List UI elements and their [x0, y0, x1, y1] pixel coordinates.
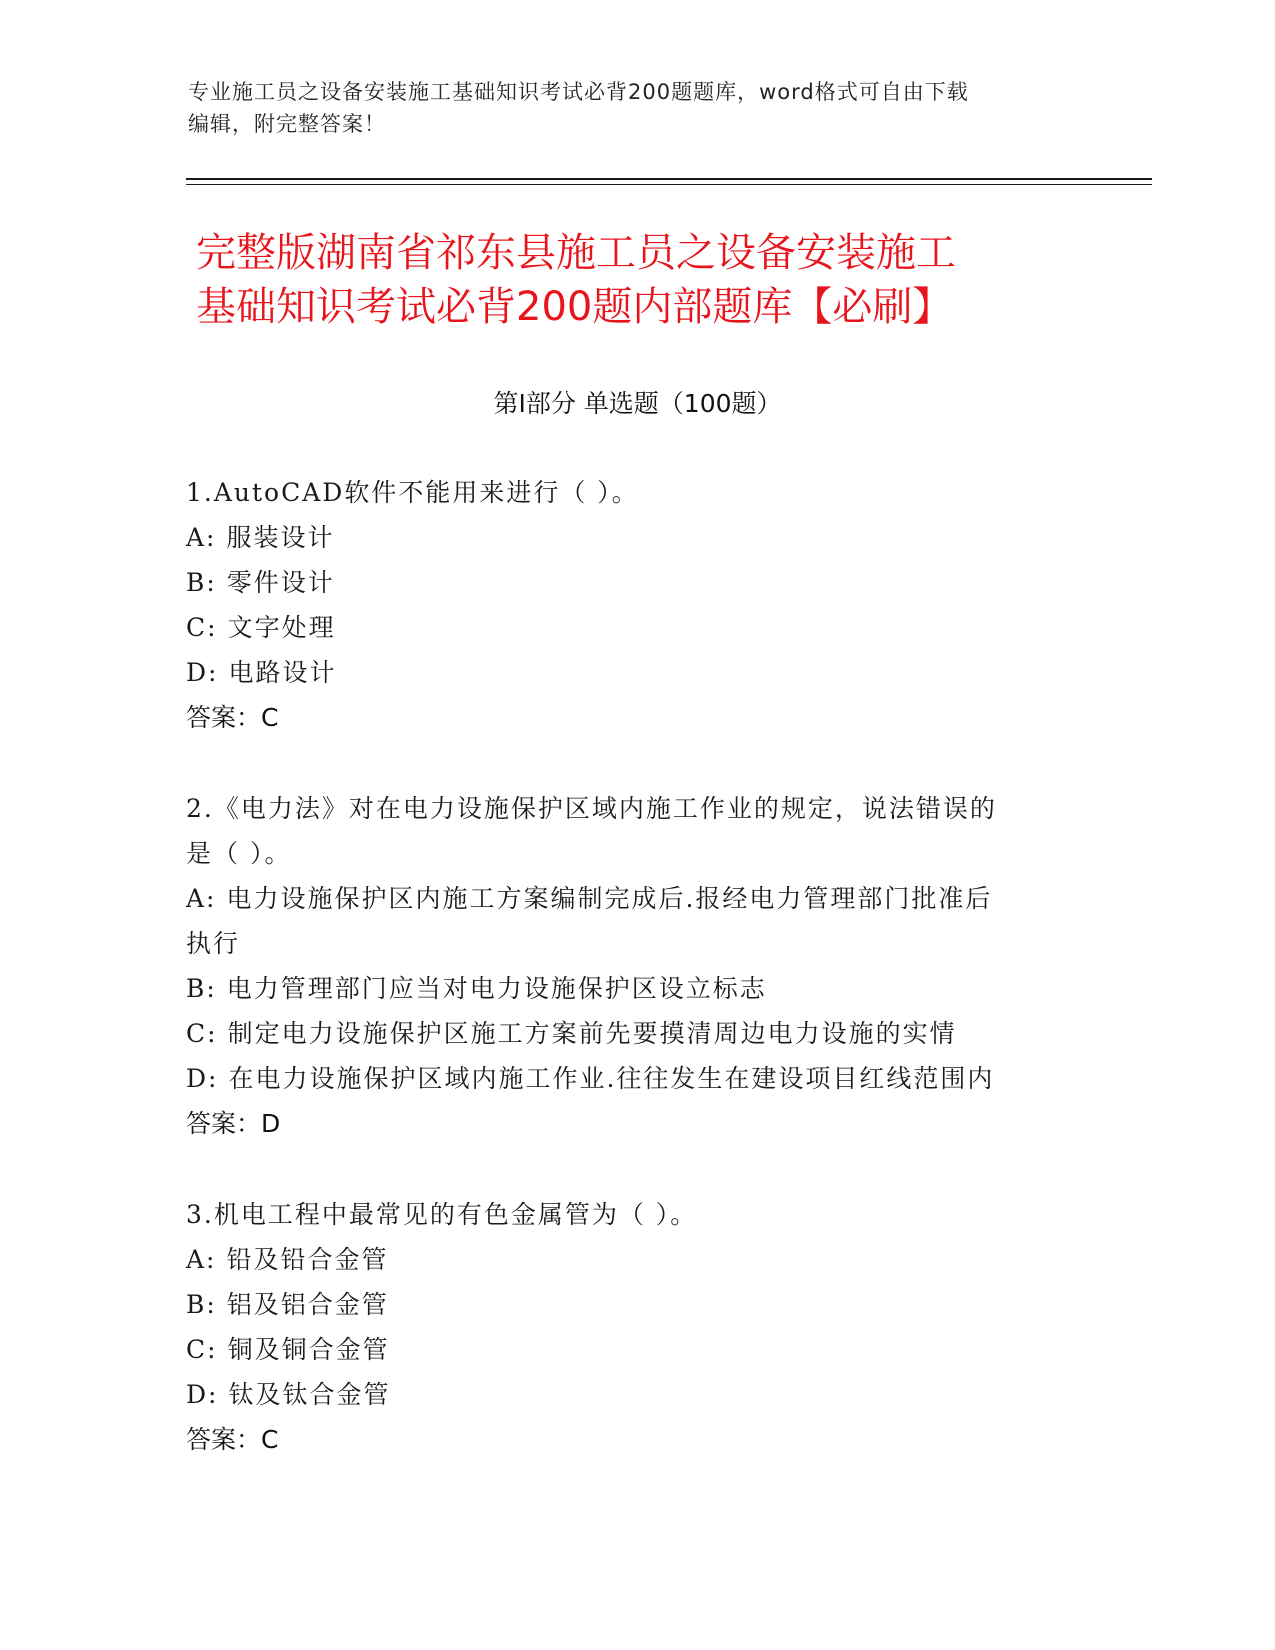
option-text: 制定电力设施保护区施工方案前先要摸清周边电力设施的实情: [227, 1019, 957, 1048]
option-text: 服装设计: [226, 523, 335, 552]
option-letter: C:: [186, 613, 218, 642]
header-note-line: 编辑，附完整答案！: [188, 112, 386, 136]
header-divider-thick: [186, 178, 1152, 180]
option-text: 文字处理: [227, 613, 336, 642]
option-letter: A:: [186, 523, 217, 552]
question-stem: 2.《电力法》对在电力设施保护区域内施工作业的规定，说法错误的: [186, 794, 997, 823]
header-note-line: 专业施工员之设备安装施工基础知识考试必背200题题库，word格式可自由下载: [188, 80, 969, 104]
option-letter: C:: [186, 1019, 218, 1048]
question-stem: 1.AutoCAD软件不能用来进行（ ）。: [186, 478, 639, 507]
option-letter: B:: [186, 1290, 217, 1319]
option-letter: A:: [186, 1245, 217, 1274]
option-a: [186, 1237, 1066, 1282]
option-text: 铅及铅合金管: [226, 1245, 389, 1274]
section-heading: 第Ⅰ部分 单选题（100题）: [493, 389, 782, 418]
question-item: [186, 470, 1066, 740]
option-b: [186, 560, 1066, 605]
header-divider-thin: [186, 184, 1152, 185]
question-item: [186, 1192, 1066, 1462]
question-list: [186, 470, 1066, 1508]
option-text: 在电力设施保护区域内施工作业.往往发生在建设项目红线范围内: [228, 1064, 995, 1093]
option-c: [186, 1327, 1066, 1372]
option-text: 零件设计: [226, 568, 335, 597]
option-d: [186, 1372, 1066, 1417]
option-a: [186, 515, 1066, 560]
option-c: [186, 605, 1066, 650]
option-a-continued: 执行: [186, 929, 241, 958]
option-letter: D:: [186, 1380, 219, 1409]
option-letter: A:: [186, 884, 217, 913]
header-note: [188, 76, 1088, 140]
answer: 答案：D: [186, 1109, 281, 1138]
document-title-line: 完整版湖南省祁东县施工员之设备安装施工: [196, 230, 956, 276]
option-text: 电力设施保护区内施工方案编制完成后.报经电力管理部门批准后: [226, 884, 993, 913]
option-letter: B:: [186, 568, 217, 597]
option-b: [186, 1282, 1066, 1327]
option-b: [186, 966, 1066, 1011]
option-text: 铝及铝合金管: [226, 1290, 389, 1319]
option-text: 铜及铜合金管: [227, 1335, 390, 1364]
document-title-line: 基础知识考试必背200题内部题库【必刷】: [196, 284, 953, 330]
option-letter: B:: [186, 974, 217, 1003]
option-text: 电力管理部门应当对电力设施保护区设立标志: [226, 974, 767, 1003]
document-title: [196, 226, 1096, 334]
question-stem-continued: 是（ ）。: [186, 839, 292, 868]
option-text: 电路设计: [228, 658, 337, 687]
question-item: [186, 786, 1066, 1146]
answer: 答案：C: [186, 1425, 279, 1454]
option-text: 钛及钛合金管: [228, 1380, 391, 1409]
option-letter: C:: [186, 1335, 218, 1364]
option-letter: D:: [186, 1064, 219, 1093]
option-d: [186, 650, 1066, 695]
option-d: [186, 1056, 1066, 1101]
option-letter: D:: [186, 658, 219, 687]
option-a: [186, 876, 1066, 921]
answer: 答案：C: [186, 703, 279, 732]
option-c: [186, 1011, 1066, 1056]
question-stem: 3.机电工程中最常见的有色金属管为（ ）。: [186, 1200, 698, 1229]
